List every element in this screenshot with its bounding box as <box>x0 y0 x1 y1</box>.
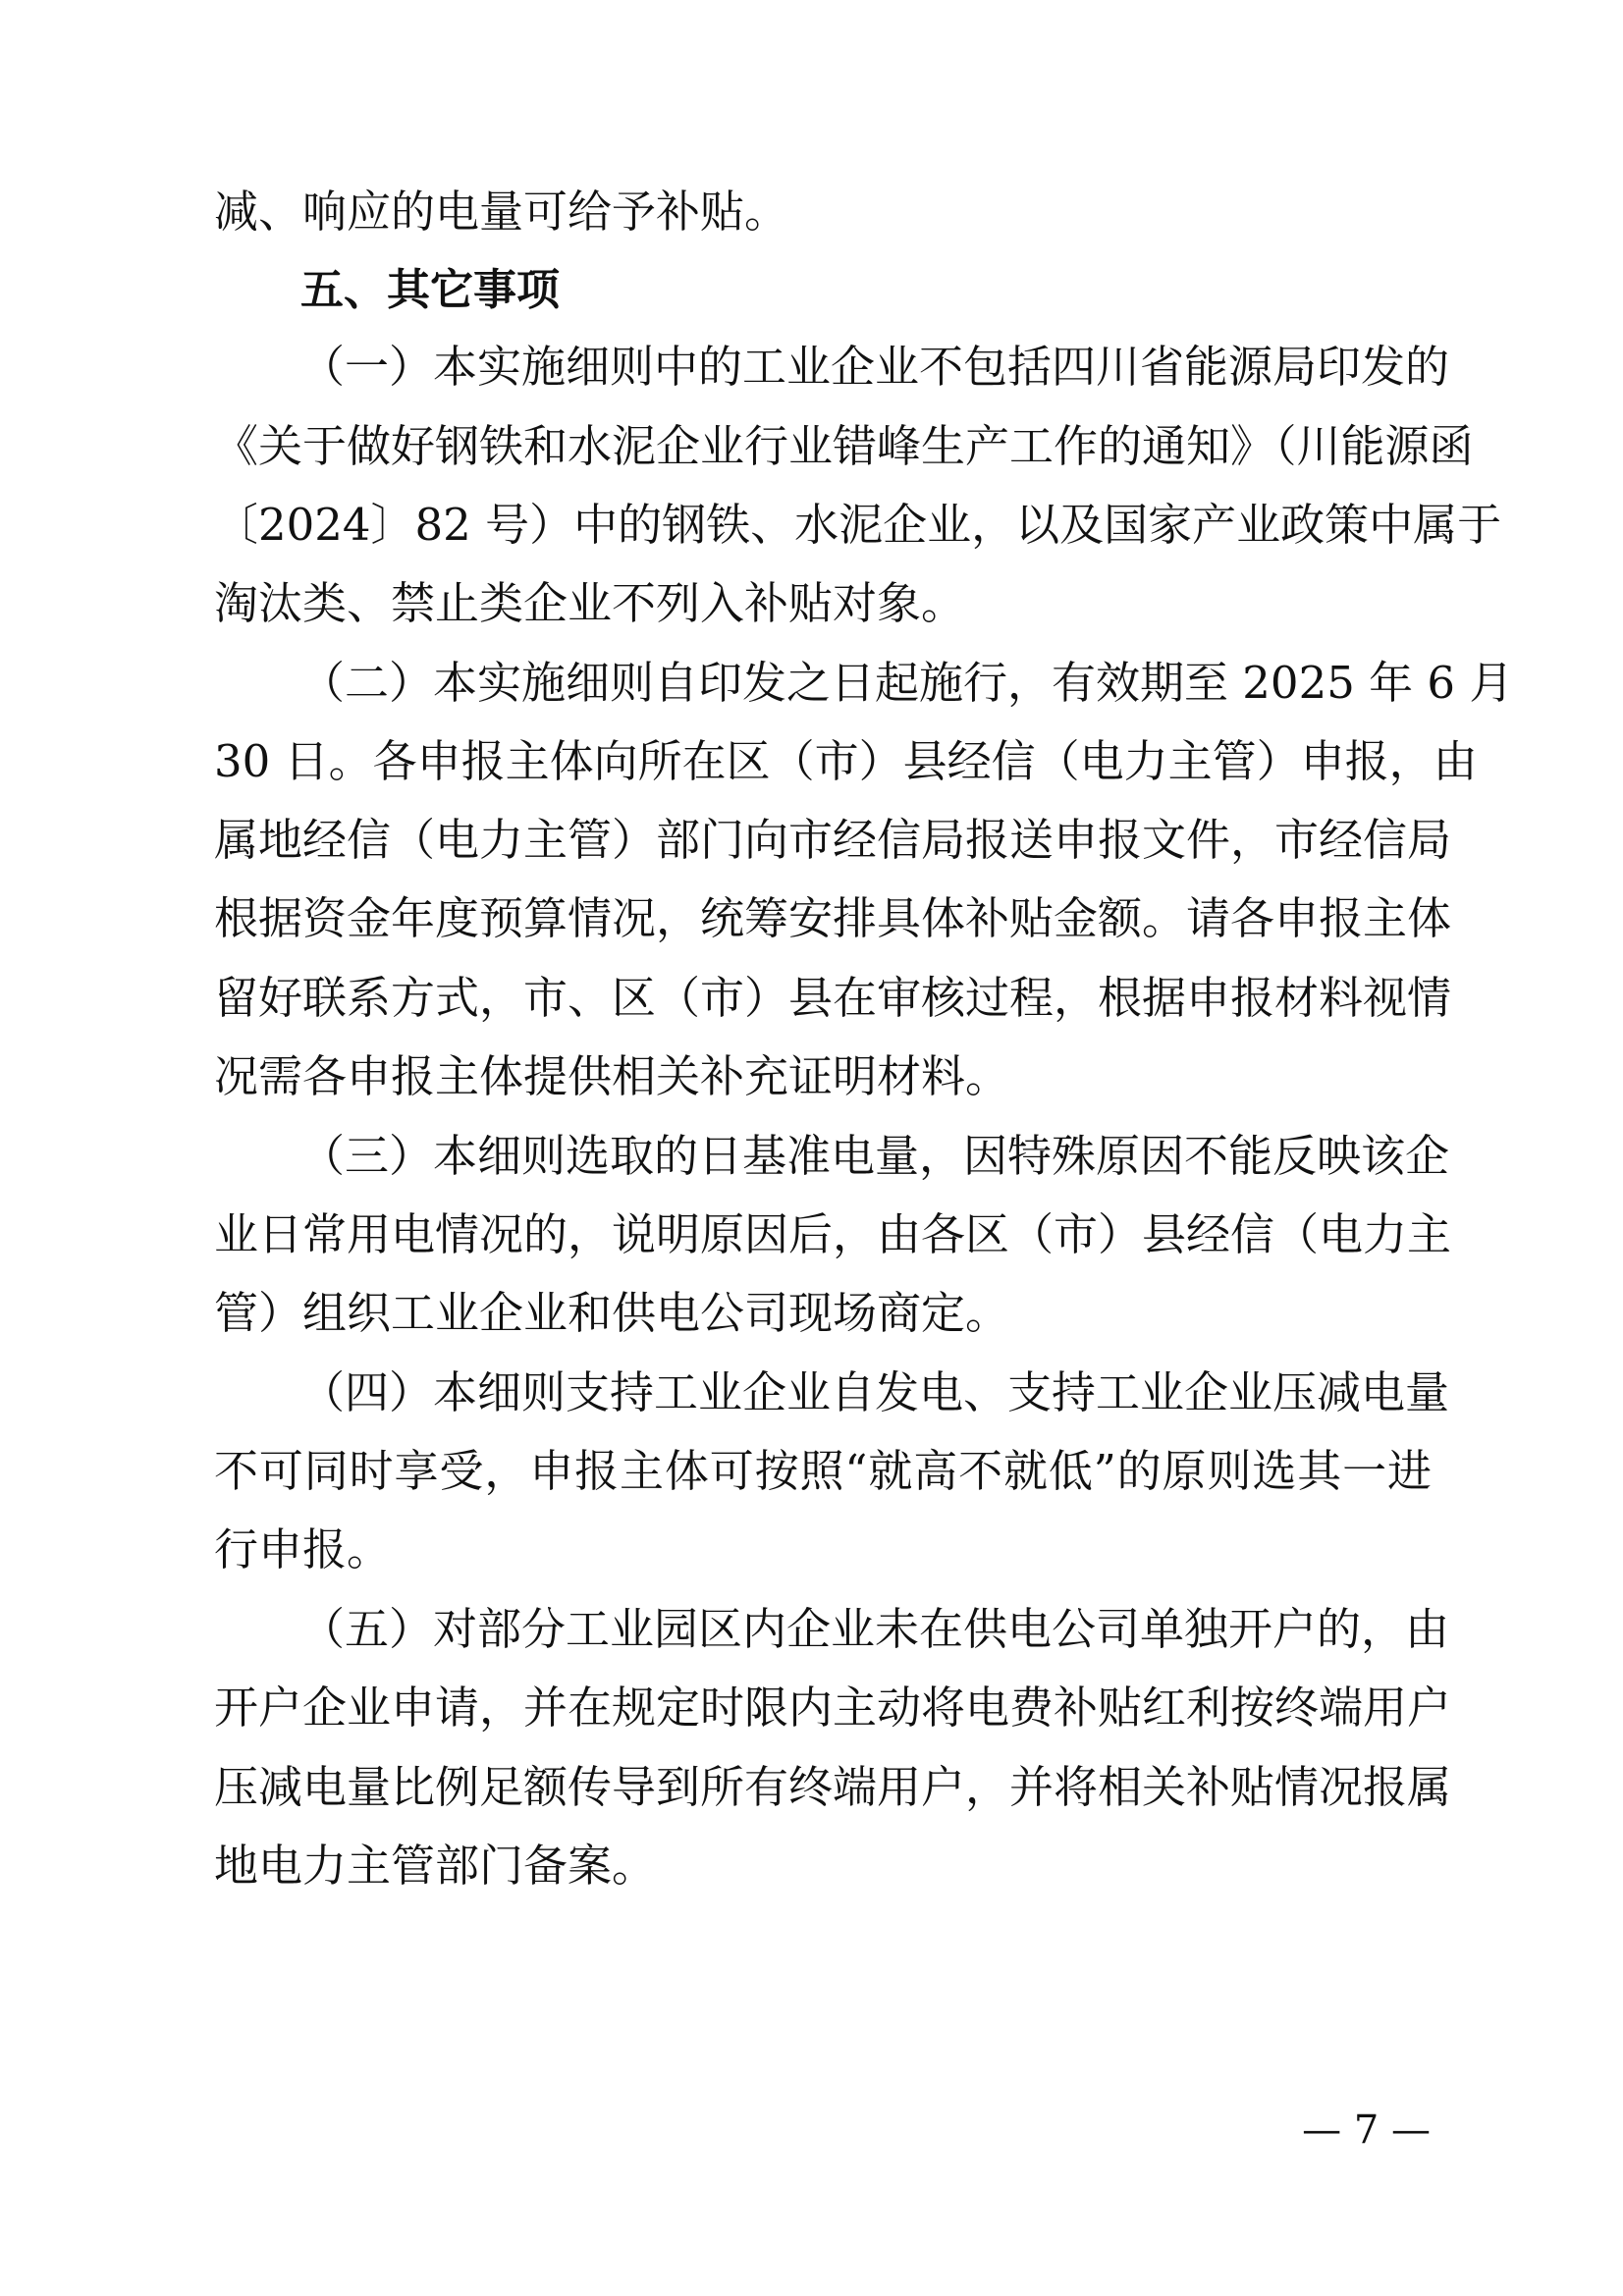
paragraph-line: 留好联系方式，市、区（市）县在审核过程，根据申报材料视情 <box>214 972 1452 1024</box>
paragraph-line: 地电力主管部门备案。 <box>214 1840 657 1892</box>
paragraph-line: （三）本细则选取的日基准电量，因特殊原因不能反映该企 <box>300 1130 1450 1182</box>
paragraph-line: 行申报。 <box>214 1523 392 1575</box>
paragraph-line: 30 日。各申报主体向所在区（市）县经信（电力主管）申报，由 <box>214 735 1478 787</box>
paragraph-line: 管）组织工业企业和供电公司现场商定。 <box>214 1287 1010 1339</box>
paragraph-line: 《关于做好钢铁和水泥企业行业错峰生产工作的通知》（川能源函 <box>214 420 1474 472</box>
paragraph-line: （一）本实施细则中的工业企业不包括四川省能源局印发的 <box>300 341 1450 393</box>
page-number: — 7 — <box>1302 2108 1431 2153</box>
paragraph-line: 根据资金年度预算情况，统筹安排具体补贴金额。请各申报主体 <box>214 892 1452 944</box>
paragraph-line: 〔2024〕82 号）中的钢铁、水泥企业，以及国家产业政策中属于 <box>214 499 1502 551</box>
paragraph-line: 不可同时享受，申报主体可按照“就高不就低”的原则选其一进 <box>214 1445 1432 1497</box>
paragraph-line: （二）本实施细则自印发之日起施行，有效期至 2025 年 6 月 <box>300 657 1514 709</box>
paragraph-line: （四）本细则支持工业企业自发电、支持工业企业压减电量 <box>300 1366 1450 1418</box>
paragraph-line: （五）对部分工业园区内企业未在供电公司单独开户的，由 <box>300 1603 1450 1655</box>
paragraph-line: 况需各申报主体提供相关补充证明材料。 <box>214 1050 1010 1102</box>
paragraph-line: 开户企业申请，并在规定时限内主动将电费补贴红利按终端用户 <box>214 1682 1452 1734</box>
paragraph-line: 属地经信（电力主管）部门向市经信局报送申报文件，市经信局 <box>214 814 1452 866</box>
paragraph-line: 业日常用电情况的，说明原因后，由各区（市）县经信（电力主 <box>214 1208 1452 1260</box>
section-heading: 五、其它事项 <box>300 265 560 315</box>
paragraph-line: 淘汰类、禁止类企业不列入补贴对象。 <box>214 577 966 629</box>
paragraph-line: 减、响应的电量可给予补贴。 <box>214 186 789 238</box>
paragraph-line: 压减电量比例足额传导到所有终端用户，并将相关补贴情况报属 <box>214 1761 1452 1813</box>
